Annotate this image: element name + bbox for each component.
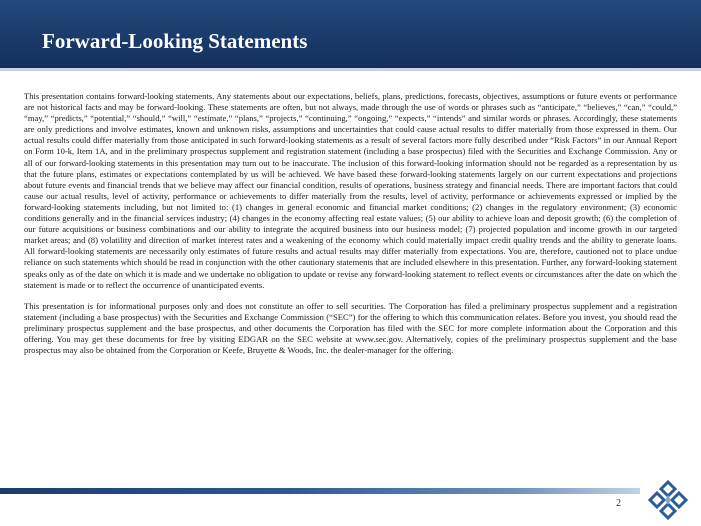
- page-number: 2: [616, 498, 621, 509]
- logo-diamond-bottom: [661, 504, 675, 518]
- footer-bar: [0, 488, 640, 494]
- logo-diamond-top: [661, 482, 675, 496]
- disclaimer-body: [24, 91, 677, 356]
- forward-looking-paragraph: This presentation contains forward-looking statements. Any statements about our expectations, beliefs, plans, predictions, forecasts, objectives, assumptions or future events or performance are not historical facts and may be forward-looking. These statements are often, but not always, made through the use of words or phrases such as “anticipate,” “believes,” “can,” “could,” “may,” “predicts,” “potential,” “should,” “will,” “estimate,” “plans,” “projects,” “continuing,” “ongoing,” “expects,” “intends” and similar words or phrases. Accordingly, these statements are only predictions and involve estimates, known and unknown risks, assumptions and uncertainties that could cause actual results to differ materially from those expressed in them. Our actual results could differ materially from those anticipated in such forward-looking statements as a result of several factors more fully described under “Risk Factors” in our Annual Report on Form 10-k, Item 1A, and in the preliminary prospectus supplement and registration statement (including a base prospectus) filed with the Securities and Exchange Commission. Any or all of our forward-looking statements in this presentation may turn out to be inaccurate. The inclusion of this forward-looking information should not be regarded as a representation by us that the future plans, estimates or expectations contemplated by us will be achieved. We have based these forward-looking statements largely on our current expectations and projections about future events and financial trends that we believe may affect our financial condition, results of operations, business strategy and financial needs. There are important factors that could cause our actual results, level of activity, performance or achievements to differ materially from the results, level of activity, performance or achievements expressed or implied by the forward-looking statements including, but not limited to: (1) changes in general economic and financial market conditions; (2) changes in the regulatory environment; (3) economic conditions generally and in the financial services industry; (4) changes in the economy affecting real estate values; (5) our ability to achieve loan and deposit growth; (6) the completion of our future acquisitions or business combinations and our ability to integrate the acquired business into our business model; (7) projected population and income growth in our targeted market areas; and (8) volatility and direction of market interest rates and a weakening of the economy which could materially impact credit quality trends and the ability to generate loans. All forward-looking statements are necessarily only estimates of future results and actual results may differ materially from expectations. You are, therefore, cautioned not to place undue reliance on such statements which should be read in conjunction with the other cautionary statements that are included elsewhere in this presentation. Further, any forward-looking statement speaks only as of the date on which it is made and we undertake no obligation to update or revise any forward-looking statement to reflect events or circumstances after the date on which the statement is made or to reflect the occurrence of unanticipated events.: [24, 91, 677, 290]
- slide-title: Forward-Looking Statements: [42, 29, 308, 53]
- offering-paragraph: This presentation is for informational purposes only and does not constitute an offer to sell securities. The Corporation has filed a preliminary prospectus supplement and a registration statement (including a base prospectus) with the Securities and Exchange Commission (“SEC”) for the offering to which this communication relates. Before you invest, you should read the preliminary prospectus supplement and the base prospectus, and other documents the Corporation has filed with the SEC for more complete information about the Corporation and this offering. You may get these documents for free by visiting EDGAR on the SEC website at www.sec.gov. Alternatively, copies of the preliminary prospectus supplement and the base prospectus may also be obtained from the Corporation or Keefe, Bruyette & Woods, Inc. the dealer-manager for the offering.: [24, 300, 677, 356]
- logo-diamond-center: [665, 495, 671, 505]
- title-banner: [0, 0, 701, 68]
- logo-diamond-left: [650, 493, 664, 507]
- header-divider: [0, 68, 701, 71]
- diamond-lattice-logo-icon: [644, 480, 692, 524]
- logo-diamond-right: [672, 493, 686, 507]
